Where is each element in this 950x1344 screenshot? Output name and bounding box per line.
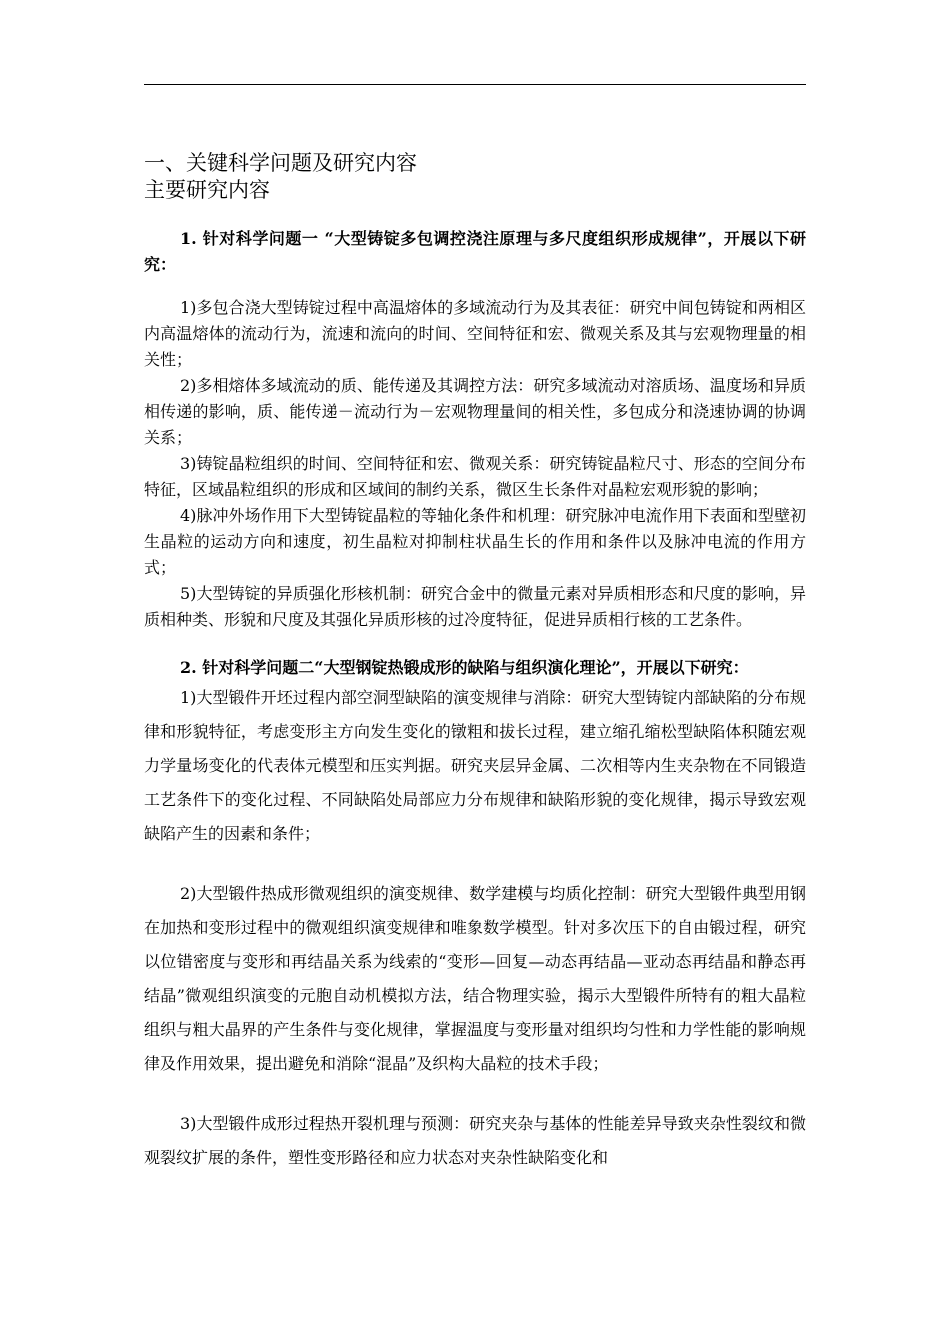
spacer	[144, 278, 806, 295]
spacer	[144, 633, 806, 655]
document-body	[144, 150, 806, 1175]
topic2-item-1: 1)大型锻件开坯过程内部空洞型缺陷的演变规律与消除：研究大型铸锭内部缺陷的分布规律和形貌特征，考虑变形主方向发生变化的镦粗和拔长过程，建立缩孔缩松型缺陷体积随宏观力学量场变化的代表体元模型和压实判据。研究夹层异金属、二次相等内生夹杂物在不同锻造工艺条件下的变化过程、不同缺陷处局部应力分布规律和缺陷形貌的变化规律，揭示导致宏观缺陷产生的因素和条件；	[144, 688, 806, 843]
topic1-item-5: 5)大型铸锭的异质强化形核机制：研究合金中的微量元素对异质相形态和尺度的影响，异质相种类、形貌和尺度及其强化异质形核的过冷度特征，促进异质相行核的工艺条件。	[144, 584, 806, 629]
topic1-item-4: 4)脉冲外场作用下大型铸锭晶粒的等轴化条件和机理：研究脉冲电流作用下表面和型壁初生晶粒的运动方向和速度，初生晶粒对抑制柱状晶生长的作用和条件以及脉冲电流的作用方式；	[144, 506, 806, 577]
spacer	[144, 851, 806, 877]
topic2-title: 2. 针对科学问题二“大型钢锭热锻成形的缺陷与组织演化理论”，开展以下研究：	[180, 658, 749, 677]
header-rule	[144, 84, 806, 85]
topic1-title: 1. 针对科学问题一 “大型铸锭多包调控浇注原理与多尺度组织形成规律”，开展以下研究：	[144, 229, 806, 274]
topic1-item-1: 1)多包合浇大型铸锭过程中高温熔体的多域流动行为及其表征：研究中间包铸锭和两相区内高温熔体的流动行为，流速和流向的时间、空间特征和宏、微观关系及其与宏观物理量的相关性；	[144, 298, 806, 369]
spacer	[144, 1081, 806, 1107]
topic1-item-3: 3)铸锭晶粒组织的时间、空间特征和宏、微观关系：研究铸锭晶粒尺寸、形态的空间分布特征，区域晶粒组织的形成和区域间的制约关系，微区生长条件对晶粒宏观形貌的影响；	[144, 454, 806, 499]
subsection-heading: 主要研究内容	[144, 178, 270, 202]
topic1-item-2: 2)多相熔体多域流动的质、能传递及其调控方法：研究多域流动对溶质场、温度场和异质相传递的影响，质、能传递－流动行为－宏观物理量间的相关性，多包成分和浇速协调的协调关系；	[144, 376, 806, 447]
topic2-item-3: 3)大型锻件成形过程热开裂机理与预测：研究夹杂与基体的性能差异导致夹杂性裂纹和微观裂纹扩展的条件，塑性变形路径和应力状态对夹杂性缺陷变化和	[144, 1114, 806, 1167]
topic2-item-2: 2)大型锻件热成形微观组织的演变规律、数学建模与均质化控制：研究大型锻件典型用钢在加热和变形过程中的微观组织演变规律和唯象数学模型。针对多次压下的自由锻过程，研究以位错密度与变形和再结晶关系为线索的“变形—回复—动态再结晶—亚动态再结晶和静态再结晶”微观组织演变的元胞自动机模拟方法，结合物理实验，揭示大型锻件所特有的粗大晶粒组织与粗大晶界的产生条件与变化规律，掌握温度与变形量对组织均匀性和力学性能的影响规律及作用效果，提出避免和消除“混晶”及织构大晶粒的技术手段；	[144, 884, 806, 1073]
section-heading: 一、关键科学问题及研究内容	[144, 151, 417, 175]
